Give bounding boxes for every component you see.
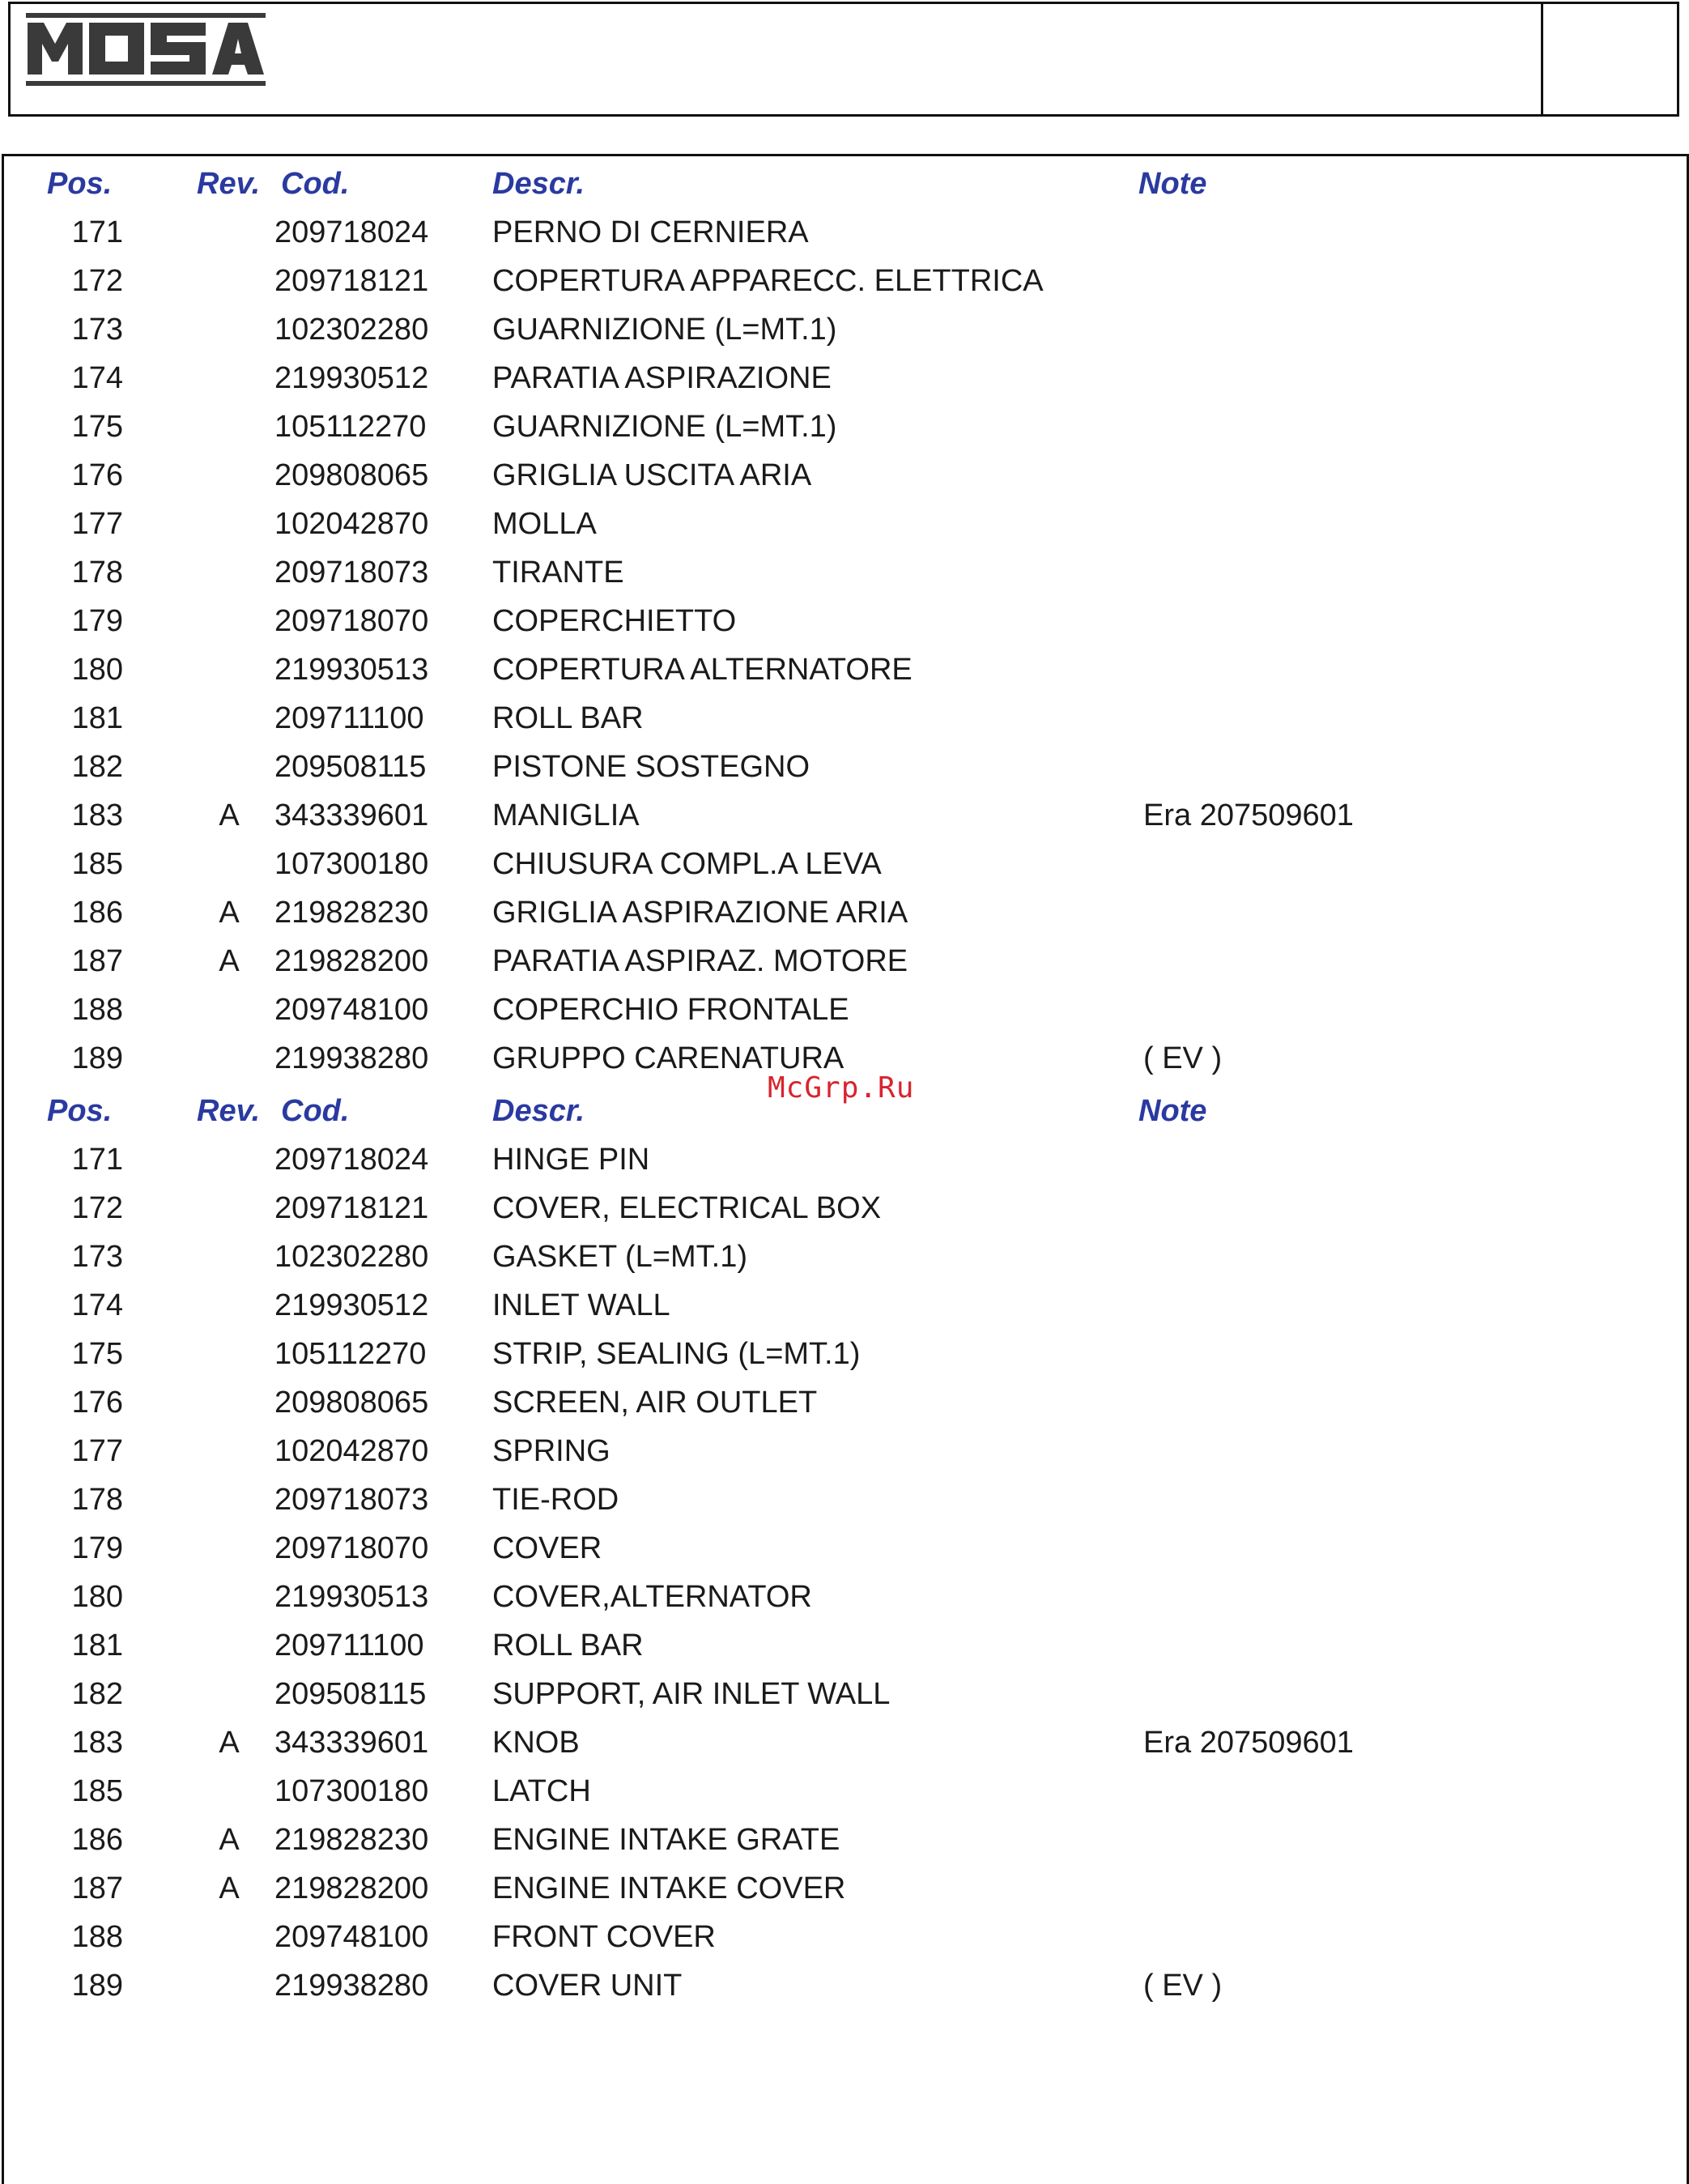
pos-cell: 185 (71, 1774, 123, 1808)
pos-cell: 177 (71, 1434, 123, 1468)
table-row (0, 1718, 1689, 1767)
table-row (0, 1524, 1689, 1573)
code-cell: 209718024 (274, 1143, 429, 1177)
code-cell: 343339601 (274, 798, 429, 832)
table-row (0, 257, 1689, 305)
english-parts-section (0, 1087, 1689, 2010)
code-cell: 219828230 (274, 1823, 429, 1857)
pos-cell: 189 (71, 1041, 123, 1075)
column-header-row (0, 160, 1689, 208)
pos-cell: 176 (71, 1386, 123, 1420)
code-cell: 219930512 (274, 361, 429, 395)
table-row (0, 1281, 1689, 1330)
table-row (0, 1330, 1689, 1378)
table-row (0, 548, 1689, 597)
code-cell: 219938280 (274, 1041, 429, 1075)
pos-cell: 183 (71, 1726, 123, 1760)
table-row (0, 1232, 1689, 1281)
description-cell: COVER,ALTERNATOR (492, 1580, 812, 1614)
code-cell: 209508115 (274, 1677, 427, 1711)
table-row (0, 354, 1689, 402)
table-row (0, 937, 1689, 986)
pos-cell: 186 (71, 896, 123, 930)
description-cell: COPERTURA ALTERNATORE (492, 653, 913, 687)
pos-cell: 175 (71, 410, 123, 444)
description-cell: GUARNIZIONE (L=MT.1) (492, 410, 837, 444)
note-cell: Era 207509601 (1143, 1726, 1354, 1760)
rev-cell: A (219, 798, 240, 832)
pos-cell: 180 (71, 653, 123, 687)
pos-cell: 174 (71, 361, 123, 395)
code-cell: 107300180 (274, 847, 429, 881)
table-row (0, 1427, 1689, 1475)
description-cell: KNOB (492, 1726, 580, 1760)
description-cell: MANIGLIA (492, 798, 640, 832)
table-row (0, 1767, 1689, 1816)
table-row (0, 986, 1689, 1034)
code-cell: 219930512 (274, 1288, 429, 1322)
code-cell: 209808065 (274, 458, 429, 492)
pos-cell: 180 (71, 1580, 123, 1614)
pos-cell: 171 (71, 215, 123, 249)
pos-cell: 171 (71, 1143, 123, 1177)
pos-cell: 181 (71, 701, 123, 735)
pos-cell: 186 (71, 1823, 123, 1857)
rev-cell: A (219, 944, 240, 978)
table-row (0, 1670, 1689, 1718)
description-cell: TIE-ROD (492, 1483, 619, 1517)
code-cell: 219828200 (274, 1871, 429, 1905)
code-cell: 219828200 (274, 944, 429, 978)
code-cell: 219930513 (274, 653, 429, 687)
code-cell: 209718121 (274, 1191, 429, 1225)
description-cell: PARATIA ASPIRAZ. MOTORE (492, 944, 908, 978)
description-cell: PISTONE SOSTEGNO (492, 750, 810, 784)
code-cell: 209718024 (274, 215, 429, 249)
description-cell: ENGINE INTAKE COVER (492, 1871, 846, 1905)
description-cell: FRONT COVER (492, 1920, 716, 1954)
pos-cell: 173 (71, 313, 123, 347)
code-cell: 102302280 (274, 313, 429, 347)
table-row (0, 208, 1689, 257)
header-pos: Pos. (47, 1094, 113, 1128)
table-row (0, 1913, 1689, 1961)
table-row (0, 1864, 1689, 1913)
code-cell: 209711100 (274, 1628, 424, 1662)
code-cell: 102042870 (274, 507, 429, 541)
description-cell: GRUPPO CARENATURA (492, 1041, 844, 1075)
table-row (0, 840, 1689, 888)
code-cell: 209748100 (274, 993, 429, 1027)
description-cell: SCREEN, AIR OUTLET (492, 1386, 818, 1420)
description-cell: STRIP, SEALING (L=MT.1) (492, 1337, 861, 1371)
description-cell: MOLLA (492, 507, 597, 541)
pos-cell: 178 (71, 556, 123, 590)
italian-rows (0, 208, 1689, 1083)
description-cell: ROLL BAR (492, 701, 644, 735)
code-cell: 209718070 (274, 604, 429, 638)
header-pos: Pos. (47, 167, 113, 201)
table-row (0, 1816, 1689, 1864)
description-cell: CHIUSURA COMPL.A LEVA (492, 847, 882, 881)
pos-cell: 182 (71, 750, 123, 784)
description-cell: COPERTURA APPARECC. ELETTRICA (492, 264, 1044, 298)
code-cell: 105112270 (274, 410, 427, 444)
header-note: Note (1138, 1094, 1207, 1128)
pos-cell: 187 (71, 944, 123, 978)
description-cell: GRIGLIA ASPIRAZIONE ARIA (492, 896, 908, 930)
mosa-logo (26, 11, 266, 87)
code-cell: 102302280 (274, 1240, 429, 1274)
pos-cell: 187 (71, 1871, 123, 1905)
pos-cell: 177 (71, 507, 123, 541)
code-cell: 209718073 (274, 1483, 429, 1517)
description-cell: GUARNIZIONE (L=MT.1) (492, 313, 837, 347)
description-cell: GASKET (L=MT.1) (492, 1240, 748, 1274)
table-row (0, 597, 1689, 645)
rev-cell: A (219, 1823, 240, 1857)
pos-cell: 188 (71, 993, 123, 1027)
code-cell: 343339601 (274, 1726, 429, 1760)
description-cell: COVER, ELECTRICAL BOX (492, 1191, 882, 1225)
header-desc: Descr. (492, 167, 585, 201)
pos-cell: 173 (71, 1240, 123, 1274)
note-cell: Era 207509601 (1143, 798, 1354, 832)
code-cell: 209718073 (274, 556, 429, 590)
table-row (0, 1378, 1689, 1427)
table-row (0, 402, 1689, 451)
description-cell: ROLL BAR (492, 1628, 644, 1662)
code-cell: 107300180 (274, 1774, 429, 1808)
english-rows (0, 1135, 1689, 2010)
pos-cell: 182 (71, 1677, 123, 1711)
description-cell: PARATIA ASPIRAZIONE (492, 361, 832, 395)
table-row (0, 451, 1689, 500)
code-cell: 219828230 (274, 896, 429, 930)
description-cell: SPRING (492, 1434, 611, 1468)
description-cell: COVER UNIT (492, 1969, 683, 2003)
table-row (0, 743, 1689, 791)
description-cell: SUPPORT, AIR INLET WALL (492, 1677, 891, 1711)
description-cell: COVER (492, 1531, 602, 1565)
pos-cell: 179 (71, 604, 123, 638)
description-cell: PERNO DI CERNIERA (492, 215, 809, 249)
header-divider (1541, 2, 1543, 117)
pos-cell: 179 (71, 1531, 123, 1565)
code-cell: 209718070 (274, 1531, 429, 1565)
table-row (0, 305, 1689, 354)
note-cell: ( EV ) (1143, 1041, 1223, 1075)
table-row (0, 1961, 1689, 2010)
code-cell: 209508115 (274, 750, 427, 784)
watermark-text: McGrp.Ru (768, 1071, 915, 1105)
header-cod: Cod. (281, 1094, 350, 1128)
pos-cell: 176 (71, 458, 123, 492)
table-row (0, 1621, 1689, 1670)
code-cell: 219938280 (274, 1969, 429, 2003)
pos-cell: 172 (71, 264, 123, 298)
code-cell: 209808065 (274, 1386, 429, 1420)
description-cell: ENGINE INTAKE GRATE (492, 1823, 840, 1857)
italian-parts-section (0, 160, 1689, 1083)
pos-cell: 189 (71, 1969, 123, 2003)
rev-cell: A (219, 896, 240, 930)
header-rev: Rev. (197, 1094, 261, 1128)
code-cell: 209711100 (274, 701, 424, 735)
note-cell: ( EV ) (1143, 1969, 1223, 2003)
pos-cell: 172 (71, 1191, 123, 1225)
pos-cell: 183 (71, 798, 123, 832)
table-row (0, 694, 1689, 743)
description-cell: GRIGLIA USCITA ARIA (492, 458, 812, 492)
code-cell: 209748100 (274, 1920, 429, 1954)
description-cell: TIRANTE (492, 556, 624, 590)
table-row (0, 500, 1689, 548)
description-cell: INLET WALL (492, 1288, 670, 1322)
code-cell: 105112270 (274, 1337, 427, 1371)
header-desc: Descr. (492, 1094, 585, 1128)
header-note: Note (1138, 167, 1207, 201)
table-row (0, 1135, 1689, 1184)
table-row (0, 1184, 1689, 1232)
description-cell: HINGE PIN (492, 1143, 650, 1177)
table-row (0, 1573, 1689, 1621)
header-cod: Cod. (281, 167, 350, 201)
pos-cell: 181 (71, 1628, 123, 1662)
description-cell: LATCH (492, 1774, 591, 1808)
rev-cell: A (219, 1726, 240, 1760)
pos-cell: 175 (71, 1337, 123, 1371)
pos-cell: 174 (71, 1288, 123, 1322)
pos-cell: 185 (71, 847, 123, 881)
code-cell: 102042870 (274, 1434, 429, 1468)
code-cell: 209718121 (274, 264, 429, 298)
pos-cell: 188 (71, 1920, 123, 1954)
table-row (0, 888, 1689, 937)
description-cell: COPERCHIETTO (492, 604, 737, 638)
rev-cell: A (219, 1871, 240, 1905)
table-row (0, 791, 1689, 840)
description-cell: COPERCHIO FRONTALE (492, 993, 849, 1027)
table-row (0, 645, 1689, 694)
code-cell: 219930513 (274, 1580, 429, 1614)
header-rev: Rev. (197, 167, 261, 201)
pos-cell: 178 (71, 1483, 123, 1517)
table-row (0, 1475, 1689, 1524)
